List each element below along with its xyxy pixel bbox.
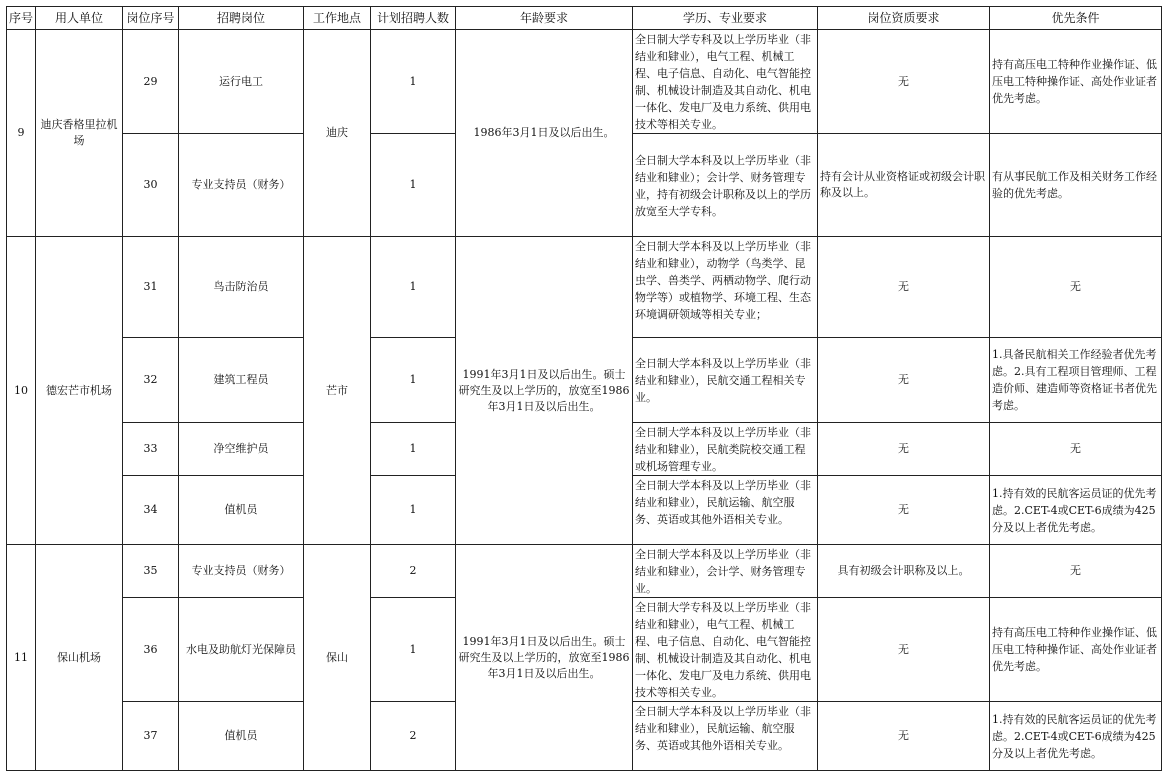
table-row	[7, 30, 1162, 134]
education-requirement: 全日制大学本科及以上学历毕业（非结业和肄业），民航运输、航空服务、英语或其他外语相关专业。	[633, 702, 818, 771]
hire-count: 1	[371, 30, 456, 134]
work-location: 保山	[304, 545, 371, 771]
education-requirement: 全日制大学本科及以上学历毕业（非结业和肄业），会计学、财务管理专业。	[633, 545, 818, 598]
header-row	[7, 7, 1162, 30]
header-priority: 优先条件	[990, 7, 1162, 30]
post-name: 水电及助航灯光保障员	[179, 598, 304, 702]
education-requirement: 全日制大学专科及以上学历毕业（非结业和肄业），电气工程、机械工程、电子信息、自动化、电气智能控制、机械设计制造及其自动化、机电一体化、发电厂及电力系统、供用电技术等相关专业。	[633, 30, 818, 134]
qualification-requirement: 无	[818, 338, 990, 423]
hire-count: 2	[371, 545, 456, 598]
post-no: 36	[123, 598, 179, 702]
post-no: 34	[123, 476, 179, 545]
table-row	[7, 237, 1162, 338]
post-no: 35	[123, 545, 179, 598]
post-name: 建筑工程员	[179, 338, 304, 423]
priority-condition: 持有高压电工特种作业操作证、低压电工特种操作证、高处作业证者优先考虑。	[990, 598, 1162, 702]
post-name: 专业支持员（财务）	[179, 545, 304, 598]
hire-count: 1	[371, 338, 456, 423]
post-no: 31	[123, 237, 179, 338]
table-row	[7, 545, 1162, 598]
work-location: 芒市	[304, 237, 371, 545]
header-post-no: 岗位序号	[123, 7, 179, 30]
age-requirement: 1986年3月1日及以后出生。	[456, 30, 633, 237]
education-requirement: 全日制大学本科及以上学历毕业（非结业和肄业），民航交通工程相关专业。	[633, 338, 818, 423]
employer-unit: 迪庆香格里拉机场	[36, 30, 123, 237]
post-name: 运行电工	[179, 30, 304, 134]
education-requirement: 全日制大学本科及以上学历毕业（非结业和肄业），动物学（鸟类学、昆虫学、兽类学、两栖动物学、爬行动物学等）或植物学、环境工程、生态环境调研领域等相关专业；	[633, 237, 818, 338]
post-no: 32	[123, 338, 179, 423]
qualification-requirement: 无	[818, 702, 990, 771]
employer-unit: 德宏芒市机场	[36, 237, 123, 545]
hire-count: 1	[371, 598, 456, 702]
header-unit: 用人单位	[36, 7, 123, 30]
qualification-requirement: 持有会计从业资格证或初级会计职称及以上。	[818, 134, 990, 237]
post-name: 值机员	[179, 476, 304, 545]
education-requirement: 全日制大学本科及以上学历毕业（非结业和肄业），民航类院校交通工程或机场管理专业。	[633, 423, 818, 476]
priority-condition: 1.持有效的民航客运员证的优先考虑。2.CET-4或CET-6成绩为425分及以上者优先考虑。	[990, 476, 1162, 545]
education-requirement: 全日制大学本科及以上学历毕业（非结业和肄业），民航运输、航空服务、英语或其他外语相关专业。	[633, 476, 818, 545]
employer-unit: 保山机场	[36, 545, 123, 771]
priority-condition: 无	[990, 545, 1162, 598]
header-count: 计划招聘人数	[371, 7, 456, 30]
education-requirement: 全日制大学专科及以上学历毕业（非结业和肄业），电气工程、机械工程、电子信息、自动化、电气智能控制、机械设计制造及其自动化、机电一体化、发电厂及电力系统、供用电技术等相关专业。	[633, 598, 818, 702]
priority-condition: 无	[990, 237, 1162, 338]
hire-count: 2	[371, 702, 456, 771]
qualification-requirement: 无	[818, 237, 990, 338]
group-no: 9	[7, 30, 36, 237]
age-requirement: 1991年3月1日及以后出生。硕士研究生及以上学历的，放宽至1986年3月1日及以后出生。	[456, 545, 633, 771]
education-requirement: 全日制大学本科及以上学历毕业（非结业和肄业）；会计学、财务管理专业，持有初级会计职称及以上的学历放宽至大学专科。	[633, 134, 818, 237]
header-qualification: 岗位资质要求	[818, 7, 990, 30]
qualification-requirement: 具有初级会计职称及以上。	[818, 545, 990, 598]
post-name: 专业支持员（财务）	[179, 134, 304, 237]
hire-count: 1	[371, 423, 456, 476]
post-no: 30	[123, 134, 179, 237]
post-no: 37	[123, 702, 179, 771]
priority-condition: 无	[990, 423, 1162, 476]
priority-condition: 持有高压电工特种作业操作证、低压电工特种操作证、高处作业证者优先考虑。	[990, 30, 1162, 134]
age-requirement: 1991年3月1日及以后出生。硕士研究生及以上学历的，放宽至1986年3月1日及以后出生。	[456, 237, 633, 545]
header-location: 工作地点	[304, 7, 371, 30]
post-no: 29	[123, 30, 179, 134]
group-no: 10	[7, 237, 36, 545]
post-name: 值机员	[179, 702, 304, 771]
priority-condition: 有从事民航工作及相关财务工作经验的优先考虑。	[990, 134, 1162, 237]
priority-condition: 1.持有效的民航客运员证的优先考虑。2.CET-4或CET-6成绩为425分及以上者优先考虑。	[990, 702, 1162, 771]
qualification-requirement: 无	[818, 30, 990, 134]
post-no: 33	[123, 423, 179, 476]
hire-count: 1	[371, 237, 456, 338]
priority-condition: 1.具备民航相关工作经验者优先考虑。2.具有工程项目管理师、工程造价师、建造师等资格证书者优先考虑。	[990, 338, 1162, 423]
hire-count: 1	[371, 476, 456, 545]
header-no: 序号	[7, 7, 36, 30]
header-post: 招聘岗位	[179, 7, 304, 30]
post-name: 净空维护员	[179, 423, 304, 476]
recruitment-table	[6, 6, 1162, 771]
post-name: 鸟击防治员	[179, 237, 304, 338]
qualification-requirement: 无	[818, 598, 990, 702]
hire-count: 1	[371, 134, 456, 237]
work-location: 迪庆	[304, 30, 371, 237]
header-education: 学历、专业要求	[633, 7, 818, 30]
group-no: 11	[7, 545, 36, 771]
qualification-requirement: 无	[818, 476, 990, 545]
header-age: 年龄要求	[456, 7, 633, 30]
qualification-requirement: 无	[818, 423, 990, 476]
